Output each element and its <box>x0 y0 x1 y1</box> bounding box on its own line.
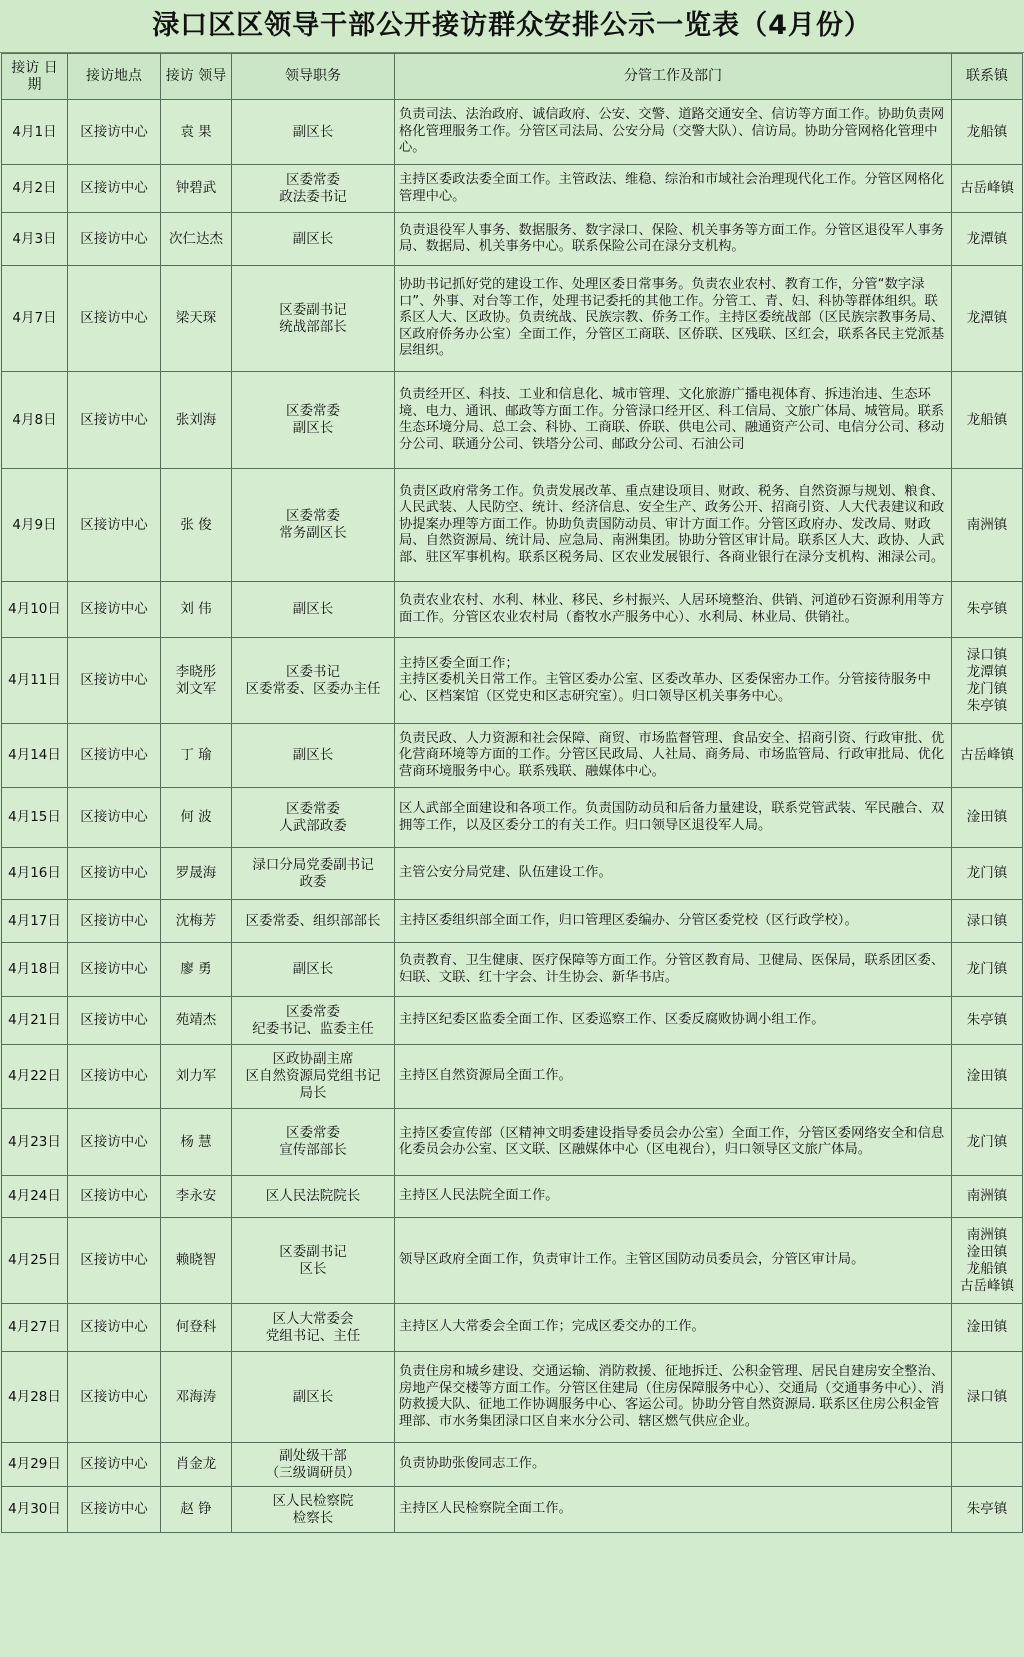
row-place: 区接访中心 <box>68 848 161 900</box>
row-town: 南洲镇 <box>952 469 1023 582</box>
row-town: 渌口镇 <box>952 1352 1023 1443</box>
header-position: 领导职务 <box>232 54 395 100</box>
row-leader: 杨 慧 <box>161 1109 232 1176</box>
row-position: 副区长 <box>232 1352 395 1443</box>
row-place: 区接访中心 <box>68 724 161 788</box>
row-place: 区接访中心 <box>68 1304 161 1352</box>
row-duties: 负责协助张俊同志工作。 <box>395 1443 952 1487</box>
table-row <box>2 1304 1023 1352</box>
row-leader: 赵 铮 <box>161 1487 232 1533</box>
row-leader: 李晓彤 刘文军 <box>161 638 232 724</box>
row-leader: 肖金龙 <box>161 1443 232 1487</box>
row-town: 淦田镇 <box>952 1304 1023 1352</box>
row-duties: 负责司法、法治政府、诚信政府、公安、交警、道路交通安全、信访等方面工作。协助负责网格化管理服务工作。分管区司法局、公安分局（交警大队）、信访局。协助分管网格化管理中心。 <box>395 100 952 165</box>
row-town: 古岳峰镇 <box>952 724 1023 788</box>
row-leader: 钟碧武 <box>161 165 232 213</box>
row-position: 区人大常委会 党组书记、主任 <box>232 1304 395 1352</box>
row-position: 区委常委 政法委书记 <box>232 165 395 213</box>
row-position: 区委副书记 区长 <box>232 1218 395 1304</box>
row-position: 区政协副主席 区自然资源局党组书记 局长 <box>232 1045 395 1109</box>
row-town: 朱亭镇 <box>952 1487 1023 1533</box>
table-row <box>2 788 1023 848</box>
row-position: 区委副书记 统战部部长 <box>232 266 395 372</box>
table-row <box>2 997 1023 1045</box>
table-row <box>2 900 1023 943</box>
row-town: 古岳峰镇 <box>952 165 1023 213</box>
table-row <box>2 1109 1023 1176</box>
row-duties: 负责退役军人事务、数据服务、数字渌口、保险、机关事务等方面工作。分管区退役军人事务局、数据局、机关事务中心。联系保险公司在渌分支机构。 <box>395 213 952 266</box>
table-row <box>2 469 1023 582</box>
row-town: 渌口镇 龙潭镇 龙门镇 朱亭镇 <box>952 638 1023 724</box>
row-duties: 协助书记抓好党的建设工作、处理区委日常事务。负责农业农村、教育工作，分管“数字渌口”、外事、对台等工作，处理书记委托的其他工作。分管工、青、妇、科协等群体组织。联系区人大、区政协。负责统战、民族宗教、侨务工作。主持区委统战部（区民族宗教事务局、区政府侨务办公室）全面工作，分管区工商联、区侨联、区残联、区红会，联系各民主党派基层组织。 <box>395 266 952 372</box>
header-leader: 接访 领导 <box>161 54 232 100</box>
row-date: 4月1日 <box>2 100 68 165</box>
row-place: 区接访中心 <box>68 1352 161 1443</box>
row-leader: 刘力军 <box>161 1045 232 1109</box>
table-row <box>2 638 1023 724</box>
row-duties: 主持区委宣传部（区精神文明委建设指导委员会办公室）全面工作，分管区委网络安全和信息化委员会办公室、区文联、区融媒体中心（区电视台），归口领导区文旅广体局。 <box>395 1109 952 1176</box>
row-place: 区接访中心 <box>68 1045 161 1109</box>
row-town: 龙门镇 <box>952 943 1023 997</box>
row-duties: 负责区政府常务工作。负责发展改革、重点建设项目、财政、税务、自然资源与规划、粮食、人民武装、人民防空、统计、经济信息、安全生产、政务公开、招商引资、人大代表建议和政协提案办理等方面工作。协助负责国防动员、审计方面工作。分管区政府办、发改局、财政局、自然资源局、统计局、应急局、南洲集团。协助分管区审计局。联系区人大、政协、人武部、驻区军事机构。联系区税务局、区农业发展银行、各商业银行在渌分支机构、湘渌公司。 <box>395 469 952 582</box>
header-town: 联系镇 <box>952 54 1023 100</box>
row-position: 区委常委 常务副区长 <box>232 469 395 582</box>
table-row <box>2 943 1023 997</box>
row-date: 4月28日 <box>2 1352 68 1443</box>
table-row <box>2 1352 1023 1443</box>
table-row <box>2 848 1023 900</box>
row-position: 区委书记 区委常委、区委办主任 <box>232 638 395 724</box>
row-duties: 主持区人民法院全面工作。 <box>395 1176 952 1218</box>
page-title: 渌口区区领导干部公开接访群众安排公示一览表（4月份） <box>0 0 1024 53</box>
row-date: 4月9日 <box>2 469 68 582</box>
header-place: 接访地点 <box>68 54 161 100</box>
row-place: 区接访中心 <box>68 213 161 266</box>
row-town: 龙潭镇 <box>952 266 1023 372</box>
row-place: 区接访中心 <box>68 997 161 1045</box>
table-row <box>2 1218 1023 1304</box>
row-place: 区接访中心 <box>68 1176 161 1218</box>
table-row <box>2 582 1023 638</box>
row-position: 区人民法院院长 <box>232 1176 395 1218</box>
row-duties: 主持区人大常委会全面工作；完成区委交办的工作。 <box>395 1304 952 1352</box>
row-date: 4月17日 <box>2 900 68 943</box>
row-date: 4月14日 <box>2 724 68 788</box>
row-place: 区接访中心 <box>68 165 161 213</box>
row-place: 区接访中心 <box>68 582 161 638</box>
row-date: 4月10日 <box>2 582 68 638</box>
row-duties: 负责经开区、科技、工业和信息化、城市管理、文化旅游广播电视体育、拆违治违、生态环境、电力、通讯、邮政等方面工作。分管渌口经开区、科工信局、文旅广体局、城管局。联系生态环境分局、总工会、科协、工商联、侨联、供电公司、融通资产公司、电信分公司、移动分公司、联通分公司、铁塔分公司、邮政分公司、石油公司 <box>395 372 952 469</box>
row-place: 区接访中心 <box>68 1218 161 1304</box>
schedule-table <box>1 53 1023 1533</box>
row-position: 副区长 <box>232 582 395 638</box>
row-duties: 领导区政府全面工作，负责审计工作。主管区国防动员委员会，分管区审计局。 <box>395 1218 952 1304</box>
row-date: 4月11日 <box>2 638 68 724</box>
row-date: 4月3日 <box>2 213 68 266</box>
row-position: 区委常委 纪委书记、监委主任 <box>232 997 395 1045</box>
table-row <box>2 1176 1023 1218</box>
row-date: 4月22日 <box>2 1045 68 1109</box>
row-date: 4月18日 <box>2 943 68 997</box>
row-place: 区接访中心 <box>68 372 161 469</box>
row-date: 4月27日 <box>2 1304 68 1352</box>
row-position: 区委常委 副区长 <box>232 372 395 469</box>
row-place: 区接访中心 <box>68 266 161 372</box>
row-position: 渌口分局党委副书记 政委 <box>232 848 395 900</box>
row-leader: 苑靖杰 <box>161 997 232 1045</box>
row-leader: 罗晟海 <box>161 848 232 900</box>
row-town: 南洲镇 <box>952 1176 1023 1218</box>
row-town: 龙门镇 <box>952 848 1023 900</box>
row-leader: 张刘海 <box>161 372 232 469</box>
row-town: 龙船镇 <box>952 100 1023 165</box>
row-place: 区接访中心 <box>68 943 161 997</box>
row-duties: 区人武部全面建设和各项工作。负责国防动员和后备力量建设，联系党管武装、军民融合、双拥等工作，以及区委分工的有关工作。归口领导区退役军人局。 <box>395 788 952 848</box>
row-date: 4月23日 <box>2 1109 68 1176</box>
row-duties: 负责农业农村、水利、林业、移民、乡村振兴、人居环境整治、供销、河道砂石资源利用等方面工作。分管区农业农村局（畜牧水产服务中心）、水利局、林业局、供销社。 <box>395 582 952 638</box>
row-place: 区接访中心 <box>68 900 161 943</box>
row-duties: 负责住房和城乡建设、交通运输、消防救援、征地拆迁、公积金管理、居民自建房安全整治、房地产保交楼等方面工作。分管区住建局（住房保障服务中心）、交通局（交通事务中心）、消防救援大队、征地工作协调服务中心、客运公司。协助分管自然资源局. 联系区住房公积金管理部、市水务集团渌口区自来水分公司、辖区燃气供应企业。 <box>395 1352 952 1443</box>
row-town: 龙船镇 <box>952 372 1023 469</box>
header-row <box>2 54 1023 100</box>
table-row <box>2 724 1023 788</box>
row-date: 4月30日 <box>2 1487 68 1533</box>
row-duties: 主持区委全面工作； 主持区委机关日常工作。主管区委办公室、区委改革办、区委保密办工作。分管接待服务中心、区档案馆（区党史和区志研究室）。归口领导区机关事务中心。 <box>395 638 952 724</box>
table-row <box>2 372 1023 469</box>
row-place: 区接访中心 <box>68 1443 161 1487</box>
row-leader: 梁天琛 <box>161 266 232 372</box>
row-position: 区人民检察院 检察长 <box>232 1487 395 1533</box>
row-date: 4月16日 <box>2 848 68 900</box>
row-town: 南洲镇 淦田镇 龙船镇 古岳峰镇 <box>952 1218 1023 1304</box>
row-date: 4月29日 <box>2 1443 68 1487</box>
row-place: 区接访中心 <box>68 1487 161 1533</box>
table-row <box>2 266 1023 372</box>
table-row <box>2 165 1023 213</box>
row-town: 龙潭镇 <box>952 213 1023 266</box>
row-leader: 次仁达杰 <box>161 213 232 266</box>
row-leader: 李永安 <box>161 1176 232 1218</box>
table-row <box>2 100 1023 165</box>
row-position: 副区长 <box>232 724 395 788</box>
row-place: 区接访中心 <box>68 469 161 582</box>
table-row <box>2 1487 1023 1533</box>
table-row <box>2 1045 1023 1109</box>
row-position: 区委常委 宣传部部长 <box>232 1109 395 1176</box>
row-leader: 赖晓智 <box>161 1218 232 1304</box>
row-position: 副区长 <box>232 100 395 165</box>
row-duties: 主持区纪委区监委全面工作、区委巡察工作、区委反腐败协调小组工作。 <box>395 997 952 1045</box>
row-duties: 主持区委政法委全面工作。主管政法、维稳、综治和市域社会治理现代化工作。分管区网格化管理中心。 <box>395 165 952 213</box>
row-date: 4月8日 <box>2 372 68 469</box>
row-town <box>952 1443 1023 1487</box>
row-position: 副区长 <box>232 213 395 266</box>
table-row <box>2 213 1023 266</box>
row-place: 区接访中心 <box>68 788 161 848</box>
row-place: 区接访中心 <box>68 100 161 165</box>
row-duties: 负责教育、卫生健康、医疗保障等方面工作。分管区教育局、卫健局、医保局，联系团区委、妇联、文联、红十字会、计生协会、新华书店。 <box>395 943 952 997</box>
row-leader: 邓海涛 <box>161 1352 232 1443</box>
row-duties: 主持区委组织部全面工作，归口管理区委编办、分管区委党校（区行政学校）。 <box>395 900 952 943</box>
row-town: 朱亭镇 <box>952 582 1023 638</box>
row-leader: 何登科 <box>161 1304 232 1352</box>
row-leader: 丁 瑜 <box>161 724 232 788</box>
row-town: 朱亭镇 <box>952 997 1023 1045</box>
row-duties: 主管公安分局党建、队伍建设工作。 <box>395 848 952 900</box>
row-position: 副处级干部 （三级调研员） <box>232 1443 395 1487</box>
row-date: 4月24日 <box>2 1176 68 1218</box>
row-town: 淦田镇 <box>952 788 1023 848</box>
header-duties: 分管工作及部门 <box>395 54 952 100</box>
table-row <box>2 1443 1023 1487</box>
header-date: 接访 日期 <box>2 54 68 100</box>
row-town: 淦田镇 <box>952 1045 1023 1109</box>
row-leader: 张 俊 <box>161 469 232 582</box>
row-town: 渌口镇 <box>952 900 1023 943</box>
row-position: 区委常委 人武部政委 <box>232 788 395 848</box>
row-position: 区委常委、组织部部长 <box>232 900 395 943</box>
row-date: 4月7日 <box>2 266 68 372</box>
row-duties: 主持区自然资源局全面工作。 <box>395 1045 952 1109</box>
row-date: 4月15日 <box>2 788 68 848</box>
row-date: 4月25日 <box>2 1218 68 1304</box>
row-leader: 何 波 <box>161 788 232 848</box>
row-place: 区接访中心 <box>68 638 161 724</box>
row-position: 副区长 <box>232 943 395 997</box>
row-place: 区接访中心 <box>68 1109 161 1176</box>
row-town: 龙门镇 <box>952 1109 1023 1176</box>
row-duties: 主持区人民检察院全面工作。 <box>395 1487 952 1533</box>
row-date: 4月21日 <box>2 997 68 1045</box>
row-leader: 刘 伟 <box>161 582 232 638</box>
row-leader: 沈梅芳 <box>161 900 232 943</box>
row-date: 4月2日 <box>2 165 68 213</box>
row-duties: 负责民政、人力资源和社会保障、商贸、市场监督管理、食品安全、招商引资、行政审批、优化营商环境等方面的工作。分管区民政局、人社局、商务局、市场监管局、行政审批局、优化营商环境服务中心。联系残联、融媒体中心。 <box>395 724 952 788</box>
row-leader: 袁 果 <box>161 100 232 165</box>
row-leader: 廖 勇 <box>161 943 232 997</box>
